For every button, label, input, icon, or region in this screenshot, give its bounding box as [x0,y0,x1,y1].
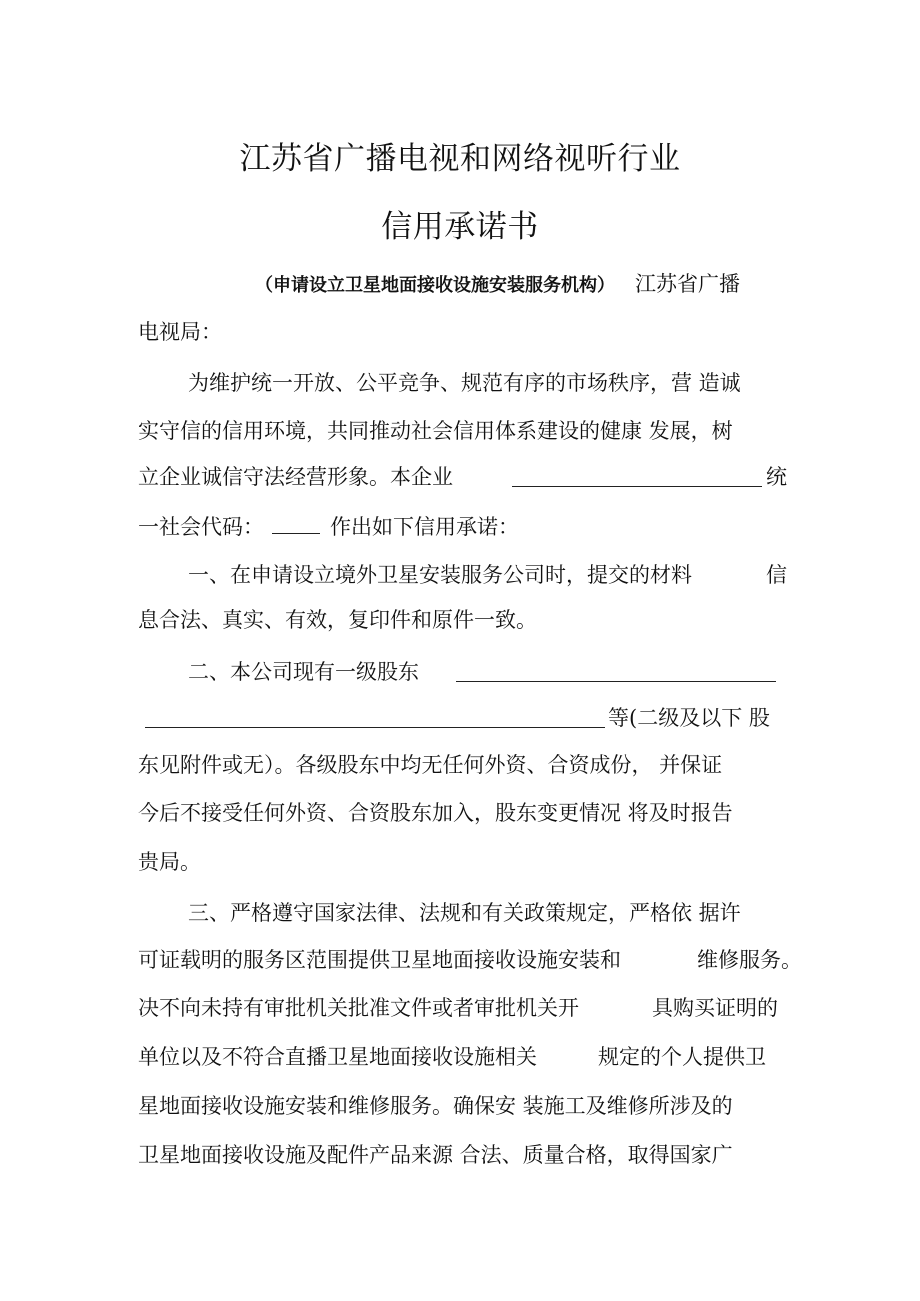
paragraph-line: 为维护统一开放、公平竞争、规范有序的市场秩序，营 造诚 [188,371,741,395]
document-title-line-2: 信用承诺书 [381,209,539,245]
paragraph-line: 信 [766,563,787,587]
shareholder-blank-2 [145,705,605,728]
paragraph-line [138,511,519,541]
paragraph-line: 三、严格遵守国家法律、法规和有关政策规定，严格依 据许 [188,901,741,925]
document-subtitle [255,268,740,298]
subtitle-text: （申请设立卫星地面接收设施安装服务机构） [255,275,615,296]
document-title-line-1: 江苏省广播电视和网络视听行业 [239,141,681,177]
paragraph-text: 作出如下信用承诺： [330,515,519,539]
credit-code-blank [272,511,320,534]
addressee-part-1: 江苏省广播 [635,272,740,296]
paragraph-line: 等(二级及以下 股 [608,706,770,730]
paragraph-text: 一社会代码： [138,515,264,539]
paragraph-line: 规定的个人提供卫 [598,1045,766,1069]
paragraph-line: 可证载明的服务区范围提供卫星地面接收设施安装和 [138,948,621,972]
paragraph-line: 卫星地面接收设施及配件产品来源 合法、质量合格，取得国家广 [138,1143,733,1167]
shareholder-blank-1 [456,659,776,682]
paragraph-line: 贵局。 [138,850,201,874]
paragraph-line: 维修服务。 [697,948,802,972]
paragraph-text: 立企业诚信守法经营形象。本企业 [138,465,453,489]
paragraph-line [188,658,419,686]
paragraph-line: 决不向未持有审批机关批准文件或者审批机关开 [138,996,579,1020]
paragraph-line: 统 [766,465,787,489]
paragraph-text: 二、本公司现有一级股东 [188,660,419,684]
company-name-blank [512,464,762,487]
paragraph-line: 实守信的信用环境，共同推动社会信用体系建设的健康 发展，树 [138,419,733,443]
addressee-part-2: 电视局： [138,320,222,344]
paragraph-line: 单位以及不符合直播卫星地面接收设施相关 [138,1045,537,1069]
paragraph-line: 今后不接受任何外资、合资股东加入，股东变更情况 将及时报告 [138,801,733,825]
paragraph-line [138,463,453,491]
paragraph-line: 具购买证明的 [652,996,778,1020]
paragraph-line: 星地面接收设施安装和维修服务。确保安 装施工及维修所涉及的 [138,1094,733,1118]
paragraph-line: 东见附件或无）。各级股东中均无任何外资、合资成份， 并保证 [138,753,723,777]
paragraph-line: 一、在申请设立境外卫星安装服务公司时，提交的材料 [188,563,692,587]
paragraph-line: 息合法、真实、有效，复印件和原件一致。 [138,608,537,632]
